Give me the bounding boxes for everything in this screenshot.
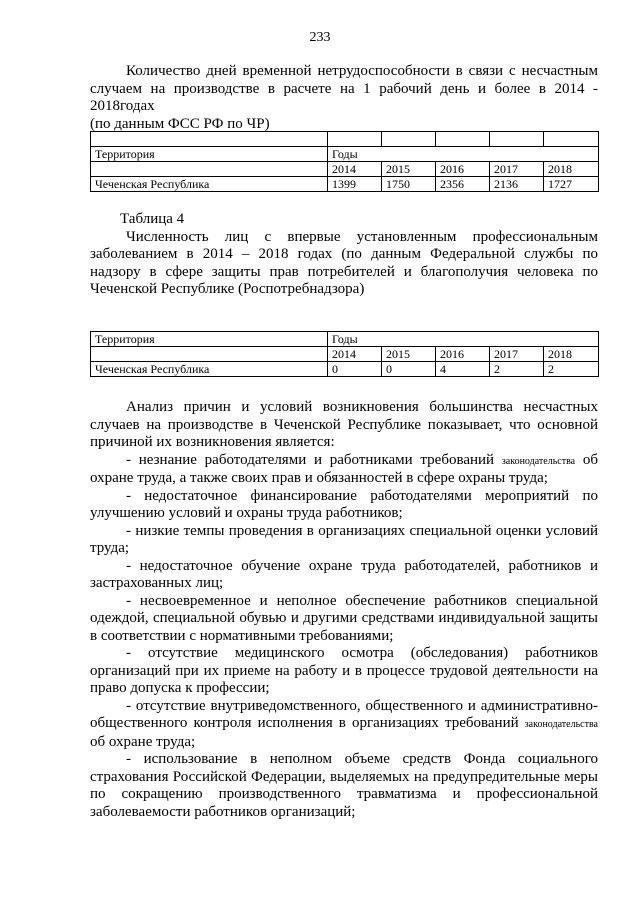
list-item-text: - незнание работодателями и работниками требований	[126, 451, 502, 468]
value-cell: 0	[382, 362, 436, 377]
section1-heading: Количество дней временной нетрудоспособности в связи с несчастным случаем на производстве в расчете на 1 рабочий день и более в 2014 - 2018годах	[90, 63, 598, 114]
table-cell	[490, 132, 544, 147]
list-item: - недостаточное обучение охране труда работодателей, работников и застрахованных лиц;	[90, 557, 598, 591]
year-cell: 2014	[328, 347, 382, 362]
year-cell: 2015	[382, 347, 436, 362]
analysis-block	[90, 399, 598, 821]
year-cell: 2014	[328, 162, 382, 177]
list-item: - несвоевременное и неполное обеспечение работников специальной одеждой, специальной обувью и другими средствами индивидуальной защиты в соответствии с нормативными требованиями;	[90, 592, 598, 644]
list-item	[90, 698, 598, 752]
territory-header: Территория	[91, 332, 328, 347]
table-header-row	[91, 332, 599, 347]
list-item-text-small: законодательства	[524, 719, 598, 730]
list-item-text: об охране труда, а также своих прав и обязанностей в сфере охраны труда;	[90, 451, 598, 486]
year-cell: 2016	[436, 347, 490, 362]
list-item	[90, 452, 598, 488]
value-cell: 2	[490, 362, 544, 377]
table-occupational-diseases	[90, 331, 599, 377]
table-years-row	[91, 347, 599, 362]
years-header: Годы	[328, 332, 599, 347]
year-cell: 2018	[544, 162, 599, 177]
year-cell: 2016	[436, 162, 490, 177]
table-cell	[328, 132, 382, 147]
table-row-empty	[91, 132, 599, 147]
list-item: - недостаточное финансирование работодателями мероприятий по улучшению условий и охраны труда работников;	[90, 487, 598, 521]
table-cell	[91, 132, 328, 147]
table-row	[91, 362, 599, 377]
year-cell: 2017	[490, 162, 544, 177]
section1-source-note: (по данным ФСС РФ по ЧР)	[90, 115, 270, 132]
table-cell	[91, 347, 328, 362]
list-item: - использование в неполном объеме средств Фонда социального страхования Российской Федерации, выделяемых на предупредительные меры по сокращению производственного травматизма и профессиональной заболеваемости работников организаций;	[90, 751, 598, 820]
year-cell: 2017	[490, 347, 544, 362]
value-cell: 1399	[328, 177, 382, 192]
value-cell: 1750	[382, 177, 436, 192]
table-row	[91, 177, 599, 192]
list-item-text: - отсутствие внутриведомственного, общественного и административно-общественного контроля исполнения в организациях требований	[90, 697, 598, 731]
territory-header: Территория	[91, 147, 328, 162]
list-item-text: об охране труда;	[90, 733, 196, 750]
table-cell	[91, 162, 328, 177]
table-cell	[382, 132, 436, 147]
year-cell: 2015	[382, 162, 436, 177]
value-cell: 2136	[490, 177, 544, 192]
table-label: Таблица 4	[120, 211, 185, 227]
value-cell: 2356	[436, 177, 490, 192]
table-header-row	[91, 147, 599, 162]
page-number: 233	[309, 30, 331, 45]
list-item: - отсутствие медицинского осмотра (обследования) работников организаций при их приеме на работу и в процессе трудовой деятельности на право допуска к профессии;	[90, 645, 598, 696]
table-cell	[436, 132, 490, 147]
table-lost-workdays	[90, 131, 599, 192]
section1-block	[90, 63, 598, 133]
analysis-intro: Анализ причин и условий возникновения большинства несчастных случаев на производстве в Чеченской Республике показывает, что основной причиной их возникновения является:	[90, 399, 598, 450]
table-years-row	[91, 162, 599, 177]
years-header: Годы	[328, 147, 599, 162]
year-cell: 2018	[544, 347, 599, 362]
value-cell: 4	[436, 362, 490, 377]
list-item-text-small: законодательства	[501, 455, 576, 467]
value-cell: 2	[544, 362, 599, 377]
list-item: - низкие темпы проведения в организациях специальной оценки условий труда;	[90, 522, 598, 556]
value-cell: 0	[328, 362, 382, 377]
region-cell: Чеченская Республика	[91, 362, 328, 377]
region-cell: Чеченская Республика	[91, 177, 328, 192]
section2-heading: Численность лиц с впервые установленным профессиональным заболеванием в 2014 – 2018 годах (по данным Федеральной службы по надзору в сфере защиты прав потребителей и благополучия человека по Чеченской Республике (Роспотребнадзора)	[90, 228, 598, 297]
table-cell	[544, 132, 599, 147]
value-cell: 1727	[544, 177, 599, 192]
section2-block	[90, 211, 598, 299]
